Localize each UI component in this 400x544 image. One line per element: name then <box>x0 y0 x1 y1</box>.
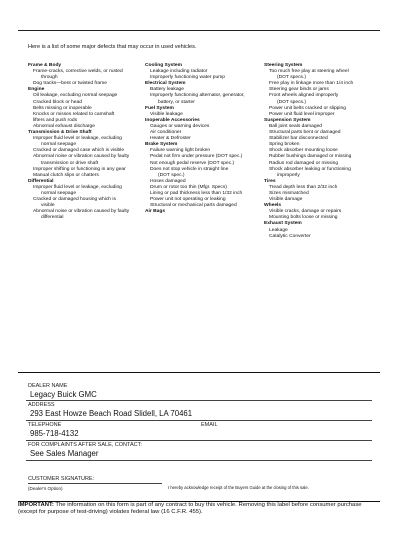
defect-item: (DOT spec.) <box>158 172 185 178</box>
defect-item: Hoses damaged <box>150 178 186 184</box>
signature-line[interactable] <box>28 483 162 484</box>
defect-item: Does not stop vehicle in straight line <box>150 166 229 172</box>
defect-item: Frame-cracks, corrective welds, or rusted <box>33 69 123 75</box>
telephone-rule <box>26 440 372 441</box>
defect-item: Sizes mismatched <box>269 190 309 196</box>
defect-item: Lining or pad thickness less than 1/32 inch <box>150 190 243 196</box>
defect-item: Free play in linkage more than 1/4 inch <box>269 81 354 87</box>
defect-item: Abnormal noise or vibration caused by faulty <box>33 209 130 215</box>
defect-item: Shock absorber mounting loose <box>269 148 338 154</box>
defects-column-2 <box>145 63 263 215</box>
defect-item: Cracked or damaged case which is visible <box>33 148 125 154</box>
defect-item: Manual clutch slips or chatters <box>33 172 99 178</box>
defect-item: Front wheels aligned improperly <box>269 93 339 99</box>
defect-category-heading: Brake System <box>145 142 178 148</box>
defect-item: Visible leakage <box>150 111 183 117</box>
defect-item: transmission or drive shaft <box>41 160 99 166</box>
address-value: 293 East Howze Beach Road Slidell, LA 70461 <box>30 409 193 418</box>
defect-item: Power unit belts cracked or slipping <box>269 105 346 111</box>
defect-item: battery, or starter <box>158 99 195 105</box>
defect-item: visible <box>41 203 55 209</box>
address-rule <box>26 420 372 421</box>
dealer-info-section <box>18 372 380 502</box>
email-label: EMAIL <box>201 422 218 428</box>
important-lead: IMPORTANT: <box>18 502 54 508</box>
defect-item: Visible damage <box>269 197 303 203</box>
defect-item: Steering gear binds or jams <box>269 87 329 93</box>
defect-item: Power unit fluid level improper <box>269 111 335 117</box>
defect-item: Radius rod damaged or missing <box>269 160 339 166</box>
defect-item: through <box>41 75 58 81</box>
defect-item: Power unit not operating or leaking <box>150 197 226 203</box>
defect-item: lifters and push rods <box>33 117 78 123</box>
defect-category-heading: Suspension System <box>264 117 311 123</box>
signature-label: CUSTOMER SIGNATURE: <box>28 476 95 482</box>
defect-item: Abnormal noise or vibration caused by faulty <box>33 154 130 160</box>
defect-item: Improperly functioning water pump <box>150 75 226 81</box>
intro-text: Here is a list of some major defects that may occur in used vehicles. <box>28 44 197 50</box>
defect-category-heading: Differential <box>28 178 54 184</box>
defect-item: Air conditioner <box>150 130 182 136</box>
defect-item: Knocks or misses related to camshaft <box>33 111 115 117</box>
defect-category-heading: Fuel System <box>145 105 174 111</box>
dealer-name-rule <box>26 400 372 401</box>
complaints-rule <box>26 460 372 461</box>
defect-item: (DOT specs.) <box>277 99 306 105</box>
defect-item: Cracked or damaged housing which is <box>33 197 116 203</box>
defect-item: (DOT specs.) <box>277 75 306 81</box>
dealer-name-label: DEALER NAME <box>28 383 68 389</box>
dealer-name-value: Legacy Buick GMC <box>30 390 97 399</box>
defect-item: improperly <box>277 172 300 178</box>
defect-item: Catalytic Converter <box>269 233 311 239</box>
defect-category-heading: Transmission & Drive Shaft <box>28 130 92 136</box>
defects-column-3 <box>264 63 382 240</box>
defect-item: Leakage including radiator <box>150 69 208 75</box>
defect-category-heading: Tires <box>264 178 276 184</box>
defect-item: Heater & Defroster <box>150 136 191 142</box>
defect-item: Mounting bolts loose or missing <box>269 215 338 221</box>
complaints-label: FOR COMPLAINTS AFTER SALE, CONTACT: <box>28 442 142 448</box>
telephone-label: TELEPHONE <box>28 422 62 428</box>
defect-item: normal seepage <box>41 190 77 196</box>
defect-item: Shock absorber leaking or functioning <box>269 166 351 172</box>
defect-category-heading: Exhaust System <box>264 221 302 227</box>
telephone-value: 985-718-4132 <box>30 429 79 438</box>
defect-item: Tread depth less than 2/32 inch <box>269 184 338 190</box>
defect-item: Structural parts bent or damaged <box>269 130 341 136</box>
defects-column-1 <box>28 63 150 221</box>
defect-category-heading: Cooling System <box>145 63 182 68</box>
defect-item: Gauges or warning devices <box>150 123 210 129</box>
defect-item: Ball joint seals damaged <box>269 123 323 129</box>
defect-item: Pedal not firm under pressure (DOT spec.) <box>150 154 243 160</box>
defect-category-heading: Engine <box>28 87 45 93</box>
signature-sublabel: (Dealer's Option) <box>28 486 63 491</box>
defect-item: Belts missing or inoperable <box>33 105 92 111</box>
defect-item: Battery leakage <box>150 87 184 93</box>
defect-item: Visible cracks, damage or repairs <box>269 209 342 215</box>
defect-item: Improper fluid level or leakage, excluding <box>33 184 122 190</box>
defect-item: Improper shifting or functioning in any gear <box>33 166 126 172</box>
acknowledgement-text: I hereby acknowledge receipt of the Buyers Guide at the closing of this sale. <box>168 485 309 490</box>
defect-item: Structural or mechanical parts damaged <box>150 203 237 209</box>
defect-item: Not enough pedal reserve (DOT spec.) <box>150 160 235 166</box>
defect-item: Rubber bushings damaged or missing <box>269 154 352 160</box>
defect-item: Improperly functioning alternator, generator, <box>150 93 245 99</box>
defect-category-heading: Frame & Body <box>28 63 62 68</box>
defect-item: Improper fluid level or leakage, excluding <box>33 136 122 142</box>
address-label: ADDRESS <box>28 402 55 408</box>
important-text: The information on this form is part of any contract to buy this vehicle. Removing this label before consumer purchase (except for purpose of test-driving) violates federal law (16 C.F.R. 455). <box>18 502 362 516</box>
defect-item: Failure warning light broken <box>150 148 211 154</box>
defect-item: Too much free play at steering wheel <box>269 69 349 75</box>
important-notice <box>18 502 380 516</box>
defect-item: normal seepage <box>41 142 77 148</box>
defect-category-heading: Inoperable Accessories <box>145 117 200 123</box>
defect-category-heading: Steering System <box>264 63 303 68</box>
defect-category-heading: Electrical System <box>145 81 186 87</box>
defect-category-heading: Air Bags <box>145 209 166 215</box>
defect-category-heading: Wheels <box>264 203 282 209</box>
defect-item: Oil leakage, excluding normal seepage <box>33 93 118 99</box>
defect-item: Drum or rotor too thin (Mfgr. Specs) <box>150 184 227 190</box>
defect-item: Dog tracks—bent or twisted frame <box>33 81 107 87</box>
defect-item: Stabilizer bar disconnected <box>269 136 328 142</box>
defect-item: Cracked block or head <box>33 99 82 105</box>
complaints-value: See Sales Manager <box>30 449 99 458</box>
defect-item: differential <box>41 215 64 221</box>
defect-item: Abnormal exhaust discharge <box>33 123 95 129</box>
defect-item: Leakage <box>269 227 288 233</box>
defect-item: Spring broken <box>269 142 300 148</box>
